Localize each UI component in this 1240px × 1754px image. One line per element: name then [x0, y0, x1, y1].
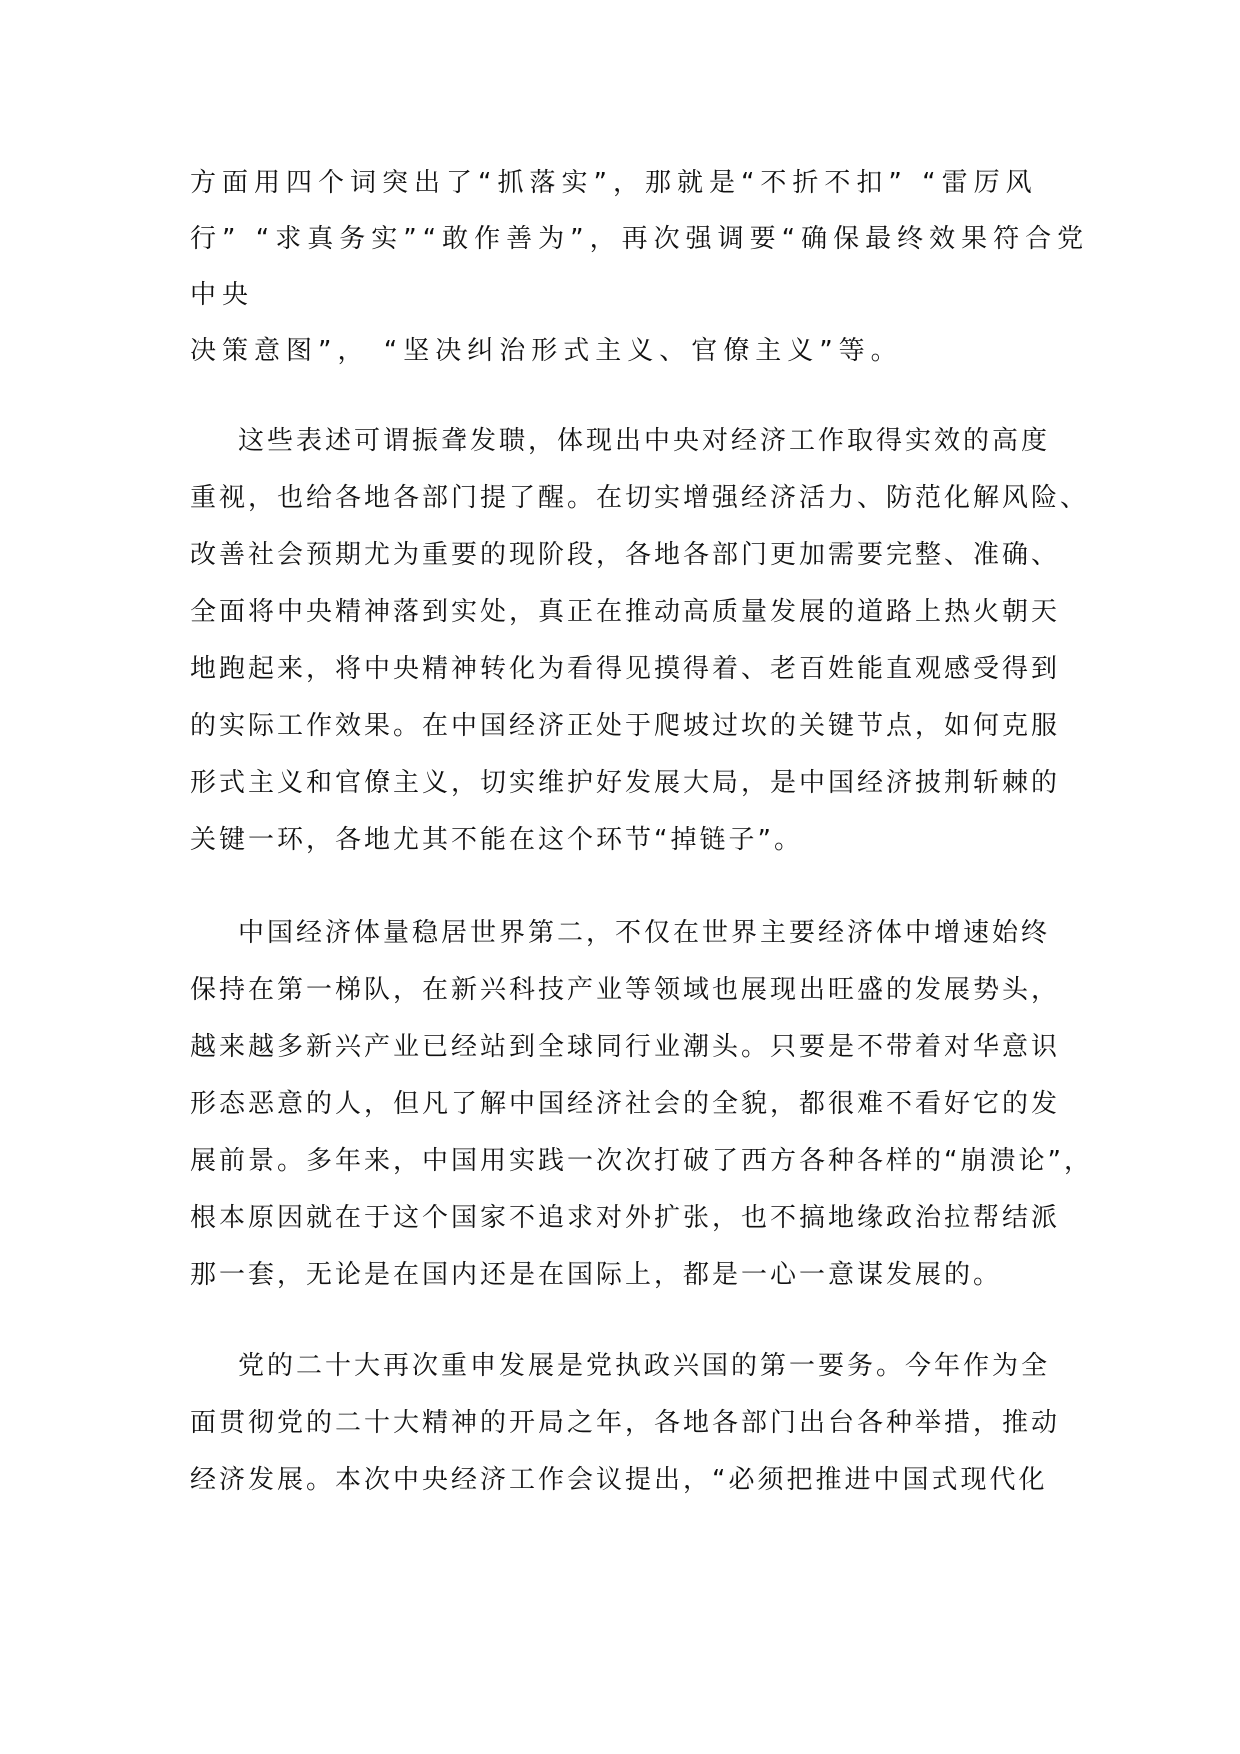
paragraph-4-line-2: 面贯彻党的二十大精神的开局之年，各地各部门出台各种举措，推动 [190, 1408, 1061, 1438]
paragraph-3-line-7: 那一套，无论是在国内还是在国际上，都是一心一意谋发展的。 [190, 1260, 1003, 1290]
paragraph-1-line-2: 行” “求真务实”“敢作善为”，再次强调要“确保最终效果符合党 [190, 224, 1090, 254]
paragraph-1-line-1: 方面用四个词突出了“抓落实”，那就是“不折不扣” “雷厉风 [190, 168, 1038, 198]
paragraph-2-line-6: 的实际工作效果。在中国经济正处于爬坡过坎的关键节点，如何克服 [190, 711, 1061, 741]
paragraph-1-line-4: 决策意图”， “坚决纠治形式主义、官僚主义”等。 [190, 336, 903, 366]
paragraph-2-line-4: 全面将中央精神落到实处，真正在推动高质量发展的道路上热火朝天 [190, 597, 1061, 627]
paragraph-4-line-3: 经济发展。本次中央经济工作会议提出，“必须把推进中国式现代化 [190, 1465, 1048, 1495]
paragraph-3-line-2: 保持在第一梯队，在新兴科技产业等领域也展现出旺盛的发展势头， [190, 975, 1061, 1005]
paragraph-3-line-1: 中国经济体量稳居世界第二，不仅在世界主要经济体中增速始终 [238, 918, 1051, 948]
paragraph-3-line-4: 形态恶意的人，但凡了解中国经济社会的全貌，都很难不看好它的发 [190, 1089, 1061, 1119]
paragraph-3-line-5: 展前景。多年来，中国用实践一次次打破了西方各种各样的“崩溃论”， [190, 1146, 1093, 1176]
paragraph-1-line-3: 中央 [190, 280, 255, 310]
paragraph-2-line-8: 关键一环，各地尤其不能在这个环节“掉链子”。 [190, 825, 803, 855]
paragraph-3-line-6: 根本原因就在于这个国家不追求对外扩张，也不搞地缘政治拉帮结派 [190, 1203, 1061, 1233]
paragraph-4-line-1: 党的二十大再次重申发展是党执政兴国的第一要务。今年作为全 [238, 1351, 1051, 1381]
paragraph-2-line-5: 地跑起来，将中央精神转化为看得见摸得着、老百姓能直观感受得到 [190, 654, 1061, 684]
paragraph-2-line-1: 这些表述可谓振聋发聩，体现出中央对经济工作取得实效的高度 [238, 426, 1051, 456]
paragraph-2-line-2: 重视，也给各地各部门提了醒。在切实增强经济活力、防范化解风险、 [190, 483, 1090, 513]
paragraph-2-line-7: 形式主义和官僚主义，切实维护好发展大局，是中国经济披荆斩棘的 [190, 768, 1061, 798]
paragraph-2-line-3: 改善社会预期尤为重要的现阶段，各地各部门更加需要完整、准确、 [190, 540, 1061, 570]
paragraph-3-line-3: 越来越多新兴产业已经站到全球同行业潮头。只要是不带着对华意识 [190, 1032, 1061, 1062]
